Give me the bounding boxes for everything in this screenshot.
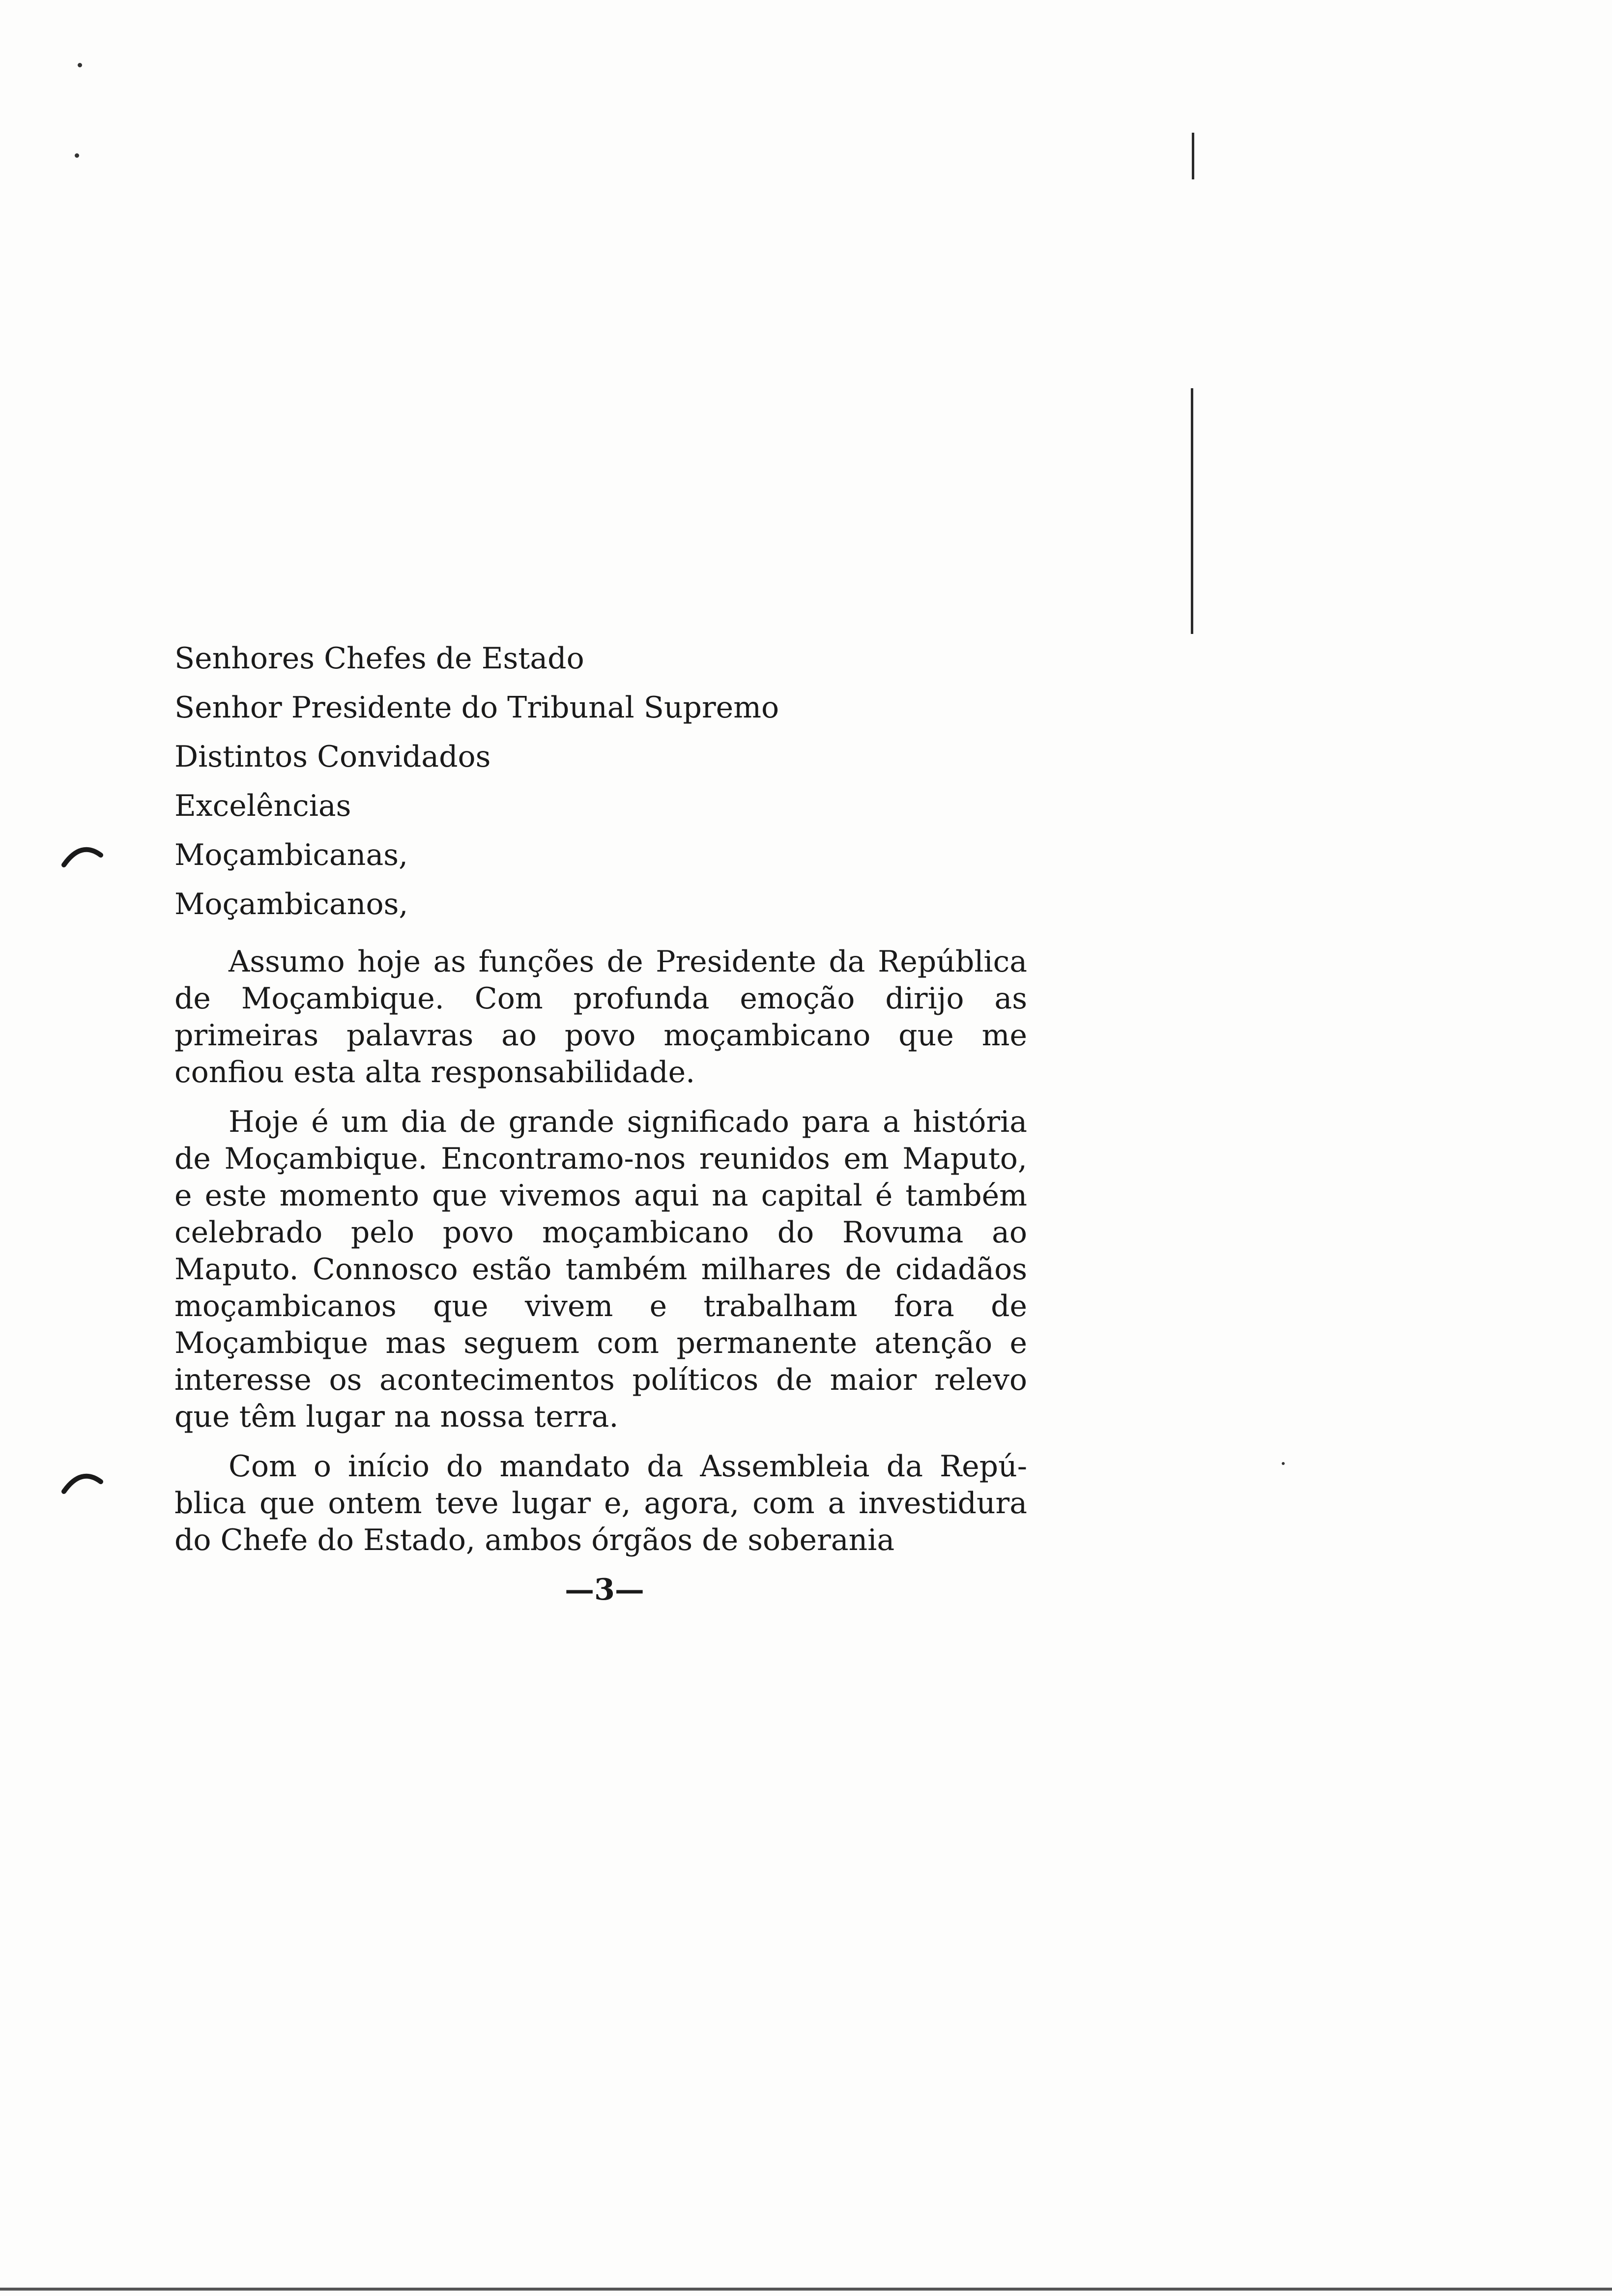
page-number: —3—	[565, 1573, 644, 1607]
salutation-line: Senhor Presidente do Tribunal Supremo	[174, 690, 779, 725]
scan-speck	[78, 63, 82, 67]
bottom-edge-rule	[0, 2288, 1612, 2291]
punch-hole-mark-icon	[59, 835, 106, 882]
margin-rule-top	[1192, 133, 1194, 179]
salutation-line: Excelências	[174, 789, 351, 823]
margin-rule-middle	[1191, 388, 1193, 634]
paragraph: Com o início do mandato da Assembleia da República que ontem teve lugar e, agora, com a investidura do Chefe do Estado, ambos órgãos de soberania	[174, 1449, 1027, 1557]
salutation-line: Moçambicanos,	[174, 887, 408, 921]
punch-hole-mark-icon	[59, 1462, 106, 1509]
scan-speck	[1282, 1462, 1285, 1465]
salutation-line: Senhores Chefes de Estado	[174, 641, 584, 676]
salutation-line: Moçambicanas,	[174, 838, 408, 872]
paragraph: Assumo hoje as funções de Presidente da República de Moçambique. Com profunda emoção dirijo as primeiras palavras ao povo moçambicano que me confiou esta alta responsabilidade.	[174, 945, 1027, 1090]
salutation-line: Distintos Convidados	[174, 740, 491, 774]
paragraph: Hoje é um dia de grande significado para a história de Moçambique. Encontramo-nos reunidos em Maputo, e este momento que vivemos aqui na capital é também celebrado pelo povo moçambicano do Rovuma ao Maputo. Connosco estão também milhares de cidadãos moçambicanos que vivem e trabalham fora de Moçambique mas seguem com permanente atenção e interesse os acontecimentos políticos de maior relevo que têm lugar na nossa terra.	[174, 1105, 1027, 1434]
speech-body	[174, 944, 1027, 1572]
scan-speck	[75, 153, 79, 158]
salutation-block	[174, 634, 912, 929]
